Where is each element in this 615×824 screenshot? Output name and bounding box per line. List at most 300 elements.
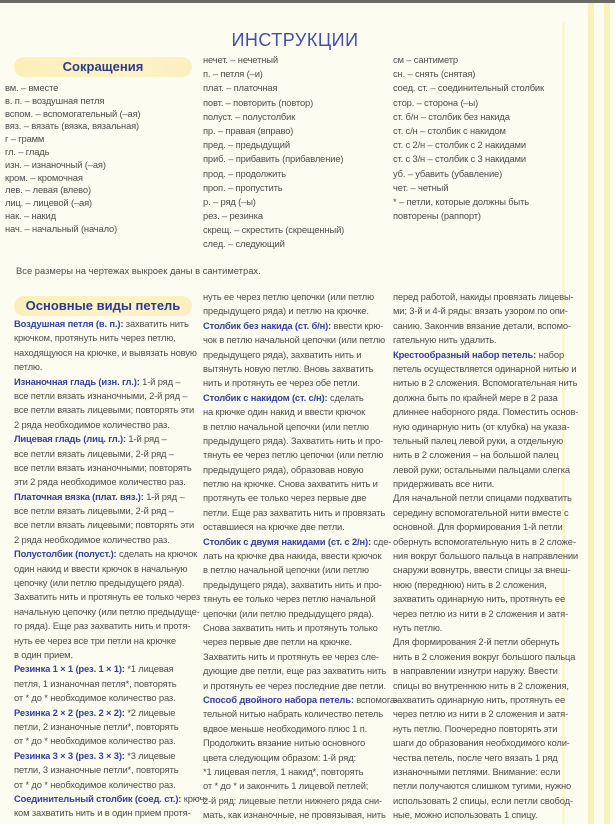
text-line (14, 734, 207, 748)
line-text: петель осуществляется одинарной нитью и (393, 362, 577, 374)
line-text: вспом. – вспомогательный (–ая) (5, 107, 141, 119)
line-text: Снова захватить нить и протянуть только (203, 621, 378, 633)
line-text: 1-й ряд – (125, 433, 167, 445)
term: Воздушная петля (в. п.): (14, 318, 124, 329)
text-line (393, 664, 578, 678)
text-line (393, 290, 578, 304)
text-line (203, 376, 398, 390)
line-text: ст. с/н – столбик с накидом (393, 124, 506, 136)
line-text: петли, 2 изнаночные петли*, повторять (14, 720, 179, 732)
definition-line (203, 319, 398, 333)
line-text: в направлении изнутри наружу. Ввести (393, 665, 558, 677)
line-text: уб. – убавить (убавление) (393, 167, 503, 179)
text-line (393, 319, 578, 333)
line-text: находящуюся на крючке, и вывязать новую (14, 346, 197, 358)
text-line (14, 806, 207, 820)
line-text: оставшиеся на крючке две петли. (203, 521, 345, 533)
abbreviations-column-3 (393, 53, 544, 223)
definition-line (203, 391, 398, 405)
line-text: нуть ее через все три петли на крючке (14, 634, 176, 646)
line-text: петли, 3 изнаночные петли*, повторять (14, 764, 179, 776)
definition-line (14, 792, 207, 806)
text-line (203, 477, 398, 491)
text-line (393, 138, 544, 152)
text-line (203, 736, 398, 750)
term: Столбик с двумя накидами (ст. с 2/н): (203, 535, 371, 547)
text-line (5, 82, 141, 95)
line-text: петли. Еще раз захватить нить и провязать (203, 506, 386, 518)
line-text: *2 лицевые (124, 706, 176, 718)
line-text: нюю (переднюю) нить в 2 сложения, (393, 578, 547, 590)
text-line (393, 463, 578, 477)
line-text: соед. ст. – соединительный столбик (393, 82, 544, 94)
line-text: ния вокруг большого пальца в направлении (393, 550, 579, 562)
line-text: нак. – накид (5, 209, 56, 221)
term: Лицевая гладь (лиц. гл.): (14, 433, 126, 445)
text-line (5, 184, 141, 197)
line-text: *3 лицевые (124, 749, 176, 761)
definition-line (14, 432, 207, 446)
line-text: чок в петлю начальной цепочки (или петлю (203, 334, 386, 346)
text-line (5, 146, 141, 159)
line-text: сделать (327, 391, 364, 403)
line-text: от * до * необходимое количество раз. (14, 692, 176, 704)
line-text: перед работой, накиды провязать лицевы- (393, 291, 574, 302)
definition-line (203, 535, 398, 549)
text-line (203, 53, 344, 67)
text-line (203, 808, 398, 822)
text-line (203, 592, 398, 606)
text-line (393, 808, 578, 822)
line-text: *1 лицевая петля, 1 накид*, повторять (203, 765, 364, 777)
text-line (203, 679, 398, 693)
text-line (203, 448, 398, 462)
line-text: санию. Закончив вязание детали, вспомо- (393, 319, 571, 331)
text-line (14, 648, 207, 662)
text-line (5, 108, 141, 121)
line-text: чества петель, после чего вязать 1 ряд (393, 751, 558, 763)
term: Платочная вязка (плат. вяз.): (14, 490, 144, 502)
text-line (203, 348, 398, 362)
text-line (203, 607, 398, 621)
text-line (14, 590, 207, 604)
term: Изнаночная гладь (изн. гл.): (14, 375, 140, 387)
abbreviations-heading: Сокращения (14, 57, 192, 77)
decorative-stripe (588, 3, 594, 824)
text-line (393, 578, 578, 592)
text-line (14, 331, 207, 345)
line-text: ст. с 2/н – столбик с 2 накидами (393, 139, 526, 151)
text-line (393, 124, 544, 138)
text-line (203, 237, 344, 251)
line-text: вм. – вместе (5, 82, 59, 93)
line-text: нить в 2 сложения – на большой палец (393, 449, 559, 461)
line-text: предыдущего ряда) и петлю на крючке. (203, 305, 369, 317)
text-line (203, 96, 344, 110)
line-text: стор. – сторона (–ы) (393, 96, 479, 108)
line-text: от * до * необходимое количество раз. (14, 735, 176, 747)
line-text: набор (536, 348, 565, 360)
line-text: через петлю из нити в 2 сложения и затя- (393, 607, 569, 619)
line-text: тянуть ее только через петлю начальной (203, 593, 376, 605)
line-text: ми; 3-й и 4-й ряды: вязать узором по опи- (393, 305, 568, 317)
line-text: Захватить нить и протянуть ее через сле- (203, 650, 379, 662)
line-text: сделать на крючок (116, 548, 198, 560)
text-line (393, 736, 578, 750)
line-text: спицы во внутреннюю нить в 2 сложения, (393, 679, 569, 691)
text-line (5, 197, 141, 210)
line-text: и протянуть ее через последние две петли. (203, 679, 386, 691)
stitches-column-3 (393, 290, 578, 822)
line-text: в петлю начальной цепочки (или петлю (203, 420, 369, 432)
text-line (393, 333, 578, 347)
text-line (393, 794, 578, 808)
text-line (5, 120, 141, 133)
line-text: нач. – начальный (начало) (5, 222, 118, 234)
line-text: р. – ряд (–ы) (203, 195, 256, 207)
line-text: эти 2 ряда необходимое количество раз. (14, 476, 186, 488)
text-line (393, 779, 578, 793)
text-line (393, 362, 578, 376)
line-text: рез. – резинка (203, 210, 263, 222)
text-line (393, 110, 544, 124)
line-text: от * до * необходимое количество раз. (14, 778, 176, 790)
text-line (14, 619, 207, 633)
stitches-heading: Основные виды петель (14, 296, 192, 316)
text-line (203, 794, 398, 808)
term: Резинка 2 × 2 (рез. 2 × 2): (14, 706, 125, 718)
line-text: предыдущего ряда). Захватить нить и про- (203, 434, 384, 446)
definition-line (203, 693, 398, 707)
text-line (393, 209, 544, 223)
text-line (203, 635, 398, 649)
line-text: повт. – повторить (повтор) (203, 96, 314, 108)
text-line (5, 95, 141, 108)
line-text: длиннее наборного ряда. Поместить основ- (393, 406, 579, 418)
text-line (203, 67, 344, 81)
text-line (393, 477, 578, 491)
text-line (14, 504, 207, 518)
line-text: гл. – гладь (5, 145, 50, 157)
line-text: 2 ряда необходимое количество раз. (14, 533, 170, 545)
text-line (203, 621, 398, 635)
line-text: след. – следующий (203, 238, 285, 250)
line-text: крючком, протянуть нить через петлю, (14, 332, 176, 344)
term: Крестообразный набор петель: (393, 348, 537, 360)
line-text: цепочку (или петлю предыдущего ряда). (14, 577, 185, 589)
text-line (14, 605, 207, 619)
text-line (203, 463, 398, 477)
line-text: петли получаются слишком тугими, нужно (393, 780, 572, 792)
text-line (393, 181, 544, 195)
definition-line (14, 490, 207, 504)
line-text: сде- (370, 535, 392, 547)
line-text: изн. – изнаночный (–ая) (5, 158, 106, 170)
line-text: обернуть вспомогательную нить в 2 сложе- (393, 535, 576, 547)
text-line (203, 779, 398, 793)
text-line (14, 562, 207, 576)
line-text: в один прием. (14, 648, 73, 660)
line-text: пр. – правая (вправо) (203, 124, 294, 136)
line-text: нитью в 2 сложения. Вспомогательная нить (393, 377, 578, 389)
definition-line (14, 706, 207, 720)
text-line (203, 110, 344, 124)
text-line (5, 223, 141, 236)
text-line (203, 434, 398, 448)
line-text: нить и протянуть ее через обе петли. (203, 377, 360, 389)
line-text: п. – петля (–и) (203, 68, 263, 80)
term: Способ двойного набора петель: (203, 693, 354, 705)
line-text: лать на крючке два накида, ввести крючок (203, 550, 382, 562)
line-text: ком захватить нить и в один прием протя- (14, 807, 191, 819)
decorative-stripe (604, 3, 610, 824)
text-line (203, 195, 344, 209)
line-text: все петли вязать изнаночными; повторять (14, 461, 192, 473)
text-line (203, 181, 344, 195)
text-line (393, 506, 578, 520)
text-line (203, 491, 398, 505)
line-text: прод. – продолжить (203, 167, 287, 179)
text-line (203, 209, 344, 223)
line-text: вдвое меньше необходимого плюс 1 п. (203, 722, 368, 734)
text-line (393, 520, 578, 534)
text-line (393, 448, 578, 462)
line-text: вяз. – вязать (вязка, вязальная) (5, 120, 140, 132)
line-text: 2 ряда необходимое количество раз. (14, 418, 170, 430)
line-text: * – петли, которые должны быть (393, 195, 529, 207)
line-text: вспомога- (353, 693, 398, 705)
text-line (203, 563, 398, 577)
line-text: нуть петлю. Поочередно повторять эти (393, 722, 558, 734)
text-line (393, 491, 578, 505)
text-line (393, 376, 578, 390)
text-line (393, 535, 578, 549)
line-text: тельной нитью набрать количество петель (203, 708, 383, 720)
line-text: полуст. – полустолбик (203, 110, 296, 122)
line-text: чет. – четный (393, 181, 449, 193)
line-text: нуть петлю. (393, 621, 443, 633)
line-text: лев. – левая (влево) (5, 184, 91, 196)
text-line (203, 124, 344, 138)
line-text: ст. с 3/н – столбик с 3 накидами (393, 153, 526, 165)
line-text: придерживать все нити. (393, 478, 495, 490)
line-text: пред. – предыдущий (203, 139, 290, 151)
line-text: все петли вязать лицевыми; повторять эти (14, 404, 195, 416)
line-text: нить в 2 сложения вокруг большого пальца (393, 650, 576, 662)
line-text: скрещ. – скрестить (скрещенный) (203, 224, 345, 236)
text-line (393, 67, 544, 81)
definition-line (14, 375, 207, 389)
text-line (393, 635, 578, 649)
line-text: от * до * и закончить 1 лицевой петлей; (203, 780, 369, 792)
line-text: нуть ее через петлю цепочки (или петлю (203, 291, 375, 302)
line-text: через первые две петли на крючке. (203, 636, 352, 648)
text-line (393, 722, 578, 736)
term: Резинка 3 × 3 (рез. 3 × 3): (14, 749, 125, 761)
line-text: проп. – пропустить (203, 181, 283, 193)
line-text: тельный палец левой руки, а отдельную (393, 434, 563, 446)
line-text: ную одинарную нить (от клубка) на указа- (393, 420, 570, 432)
text-line (14, 447, 207, 461)
line-text: лиц. – лицевой (–ая) (5, 197, 92, 209)
line-text: через петлю из нити в 2 сложения и затя- (393, 708, 569, 720)
definition-line (14, 662, 207, 676)
text-line (393, 621, 578, 635)
line-text: 1-й ряд – (139, 375, 181, 387)
line-text: должна быть по крайней мере в 2 раза (393, 391, 558, 403)
text-line (393, 195, 544, 209)
term: Полустолбик (полуст.): (14, 548, 117, 560)
line-text: протянуть ее только через первые две (203, 492, 367, 504)
text-line (14, 403, 207, 417)
text-line (393, 53, 544, 67)
text-line (14, 389, 207, 403)
line-text: крюч- (181, 792, 208, 804)
line-text: захватить нить (123, 318, 189, 329)
line-text: середину вспомогательной нити вместе с (393, 506, 569, 518)
line-text: использовать 2 спицы, если петли свобод- (393, 794, 573, 806)
term: Соединительный столбик (соед. ст.): (14, 792, 182, 804)
text-line (14, 533, 207, 547)
text-line (203, 578, 398, 592)
abbreviations-column-1 (5, 82, 141, 236)
line-text: Захватить нить и протянуть ее только через (14, 591, 201, 603)
text-line (203, 167, 344, 181)
line-text: мать, как изнаночные, не провязывая, нить (203, 809, 386, 821)
line-text: 1-й ряд – (143, 490, 185, 502)
text-line (14, 518, 207, 532)
text-line (393, 420, 578, 434)
text-line (393, 707, 578, 721)
text-line (203, 707, 398, 721)
line-text: кром. – кромочная (5, 171, 83, 183)
text-line (203, 520, 398, 534)
line-text: предыдущего ряда), образовав новую (203, 463, 364, 475)
text-line (393, 592, 578, 606)
line-text: цепочки (или петлю предыдущего ряда). (203, 607, 374, 619)
text-line (203, 506, 398, 520)
text-line (393, 751, 578, 765)
text-line (14, 475, 207, 489)
text-line (203, 152, 344, 166)
line-text: Для формирования 2-й петли обернуть (393, 636, 560, 648)
text-line (393, 391, 578, 405)
text-line (203, 362, 398, 376)
text-line (203, 290, 398, 304)
text-line (203, 420, 398, 434)
text-line (203, 304, 398, 318)
term: Столбик без накида (ст. б/н): (203, 319, 332, 331)
text-line (5, 172, 141, 185)
line-text: все петли вязать изнаночными, 2-й ряд – (14, 389, 188, 401)
definition-line (14, 749, 207, 763)
line-text: дующие две петли, еще раз захватить нить (203, 665, 386, 677)
text-line (393, 549, 578, 563)
page-top-edge (0, 0, 615, 3)
text-line (203, 81, 344, 95)
text-line (203, 405, 398, 419)
stitches-column-2 (203, 290, 398, 822)
text-line (393, 650, 578, 664)
line-text: приб. – прибавить (прибавление) (203, 153, 344, 165)
text-line (393, 679, 578, 693)
text-line (203, 751, 398, 765)
line-text: повторены (раппорт) (393, 210, 481, 222)
line-text: петлю. (14, 361, 43, 373)
term: Столбик с накидом (ст. с/н): (203, 391, 328, 403)
line-text: г – грамм (5, 133, 45, 145)
text-line (393, 405, 578, 419)
line-text: го ряда). Еще раз захватить нить и протя- (14, 620, 191, 632)
definition-line (14, 547, 207, 561)
line-text: нечет. – нечетный (203, 54, 278, 65)
text-line (14, 763, 207, 777)
text-line (14, 418, 207, 432)
line-text: снаружи вовнутрь, ввести спицы за внеш- (393, 564, 571, 576)
text-line (203, 138, 344, 152)
text-line (14, 576, 207, 590)
line-text: цвета следующим образом: 1-й ряд: (203, 751, 356, 763)
line-text: левой руки; остальными пальцами слегка (393, 463, 570, 475)
text-line (203, 549, 398, 563)
line-text: основной. Для формирования 1-й петли (393, 521, 563, 533)
line-text: ст. б/н – столбик без накида (393, 110, 510, 122)
text-line (203, 650, 398, 664)
text-line (14, 677, 207, 691)
text-line (393, 96, 544, 110)
line-text: все петли вязать лицевыми; повторять эти (14, 519, 195, 531)
line-text: петлю на крючке. Снова захватить нить и (203, 478, 378, 490)
line-text: ввести крю- (331, 319, 384, 331)
text-line (14, 461, 207, 475)
text-line (393, 152, 544, 166)
text-line (393, 563, 578, 577)
text-line (203, 664, 398, 678)
line-text: Для начальной петли спицами подхватить (393, 492, 572, 504)
text-line (393, 693, 578, 707)
line-text: изнаночными петлями. Внимание: если (393, 765, 561, 777)
line-text: захватить одинарную нить, протянуть ее (393, 593, 566, 605)
text-line (5, 133, 141, 146)
line-text: *1 лицевая (124, 663, 174, 675)
line-text: сн. – снять (снятая) (393, 68, 476, 80)
line-text: один накид и ввести крючок в начальную (14, 562, 188, 574)
line-text: шаги до образования необходимого коли- (393, 737, 570, 749)
line-text: на крючке один накид и ввести крючок (203, 406, 366, 418)
line-text: вытянуть новую петлю. Вновь захватить (203, 362, 374, 374)
line-text: гательную нить удалить. (393, 334, 497, 346)
abbreviations-column-2 (203, 53, 344, 252)
text-line (14, 634, 207, 648)
line-text: начальную цепочку (или петлю предыдуще- (14, 605, 200, 617)
text-line (393, 167, 544, 181)
text-line (5, 210, 141, 223)
text-line (393, 607, 578, 621)
line-text: см – сантиметр (393, 54, 458, 65)
text-line (203, 223, 344, 237)
line-text: петля, 1 изнаночная петля*, повторять (14, 677, 177, 689)
text-line (393, 304, 578, 318)
text-line (393, 765, 578, 779)
stitches-column-1 (14, 317, 207, 821)
text-line (14, 720, 207, 734)
line-text: захватить одинарную нить, протянуть ее (393, 693, 566, 705)
line-text: все петли вязать лицевыми, 2-й ряд – (14, 505, 174, 517)
line-text: предыдущего ряда), захватить нить и (203, 348, 362, 360)
text-line (14, 346, 207, 360)
text-line (5, 159, 141, 172)
text-line (14, 691, 207, 705)
